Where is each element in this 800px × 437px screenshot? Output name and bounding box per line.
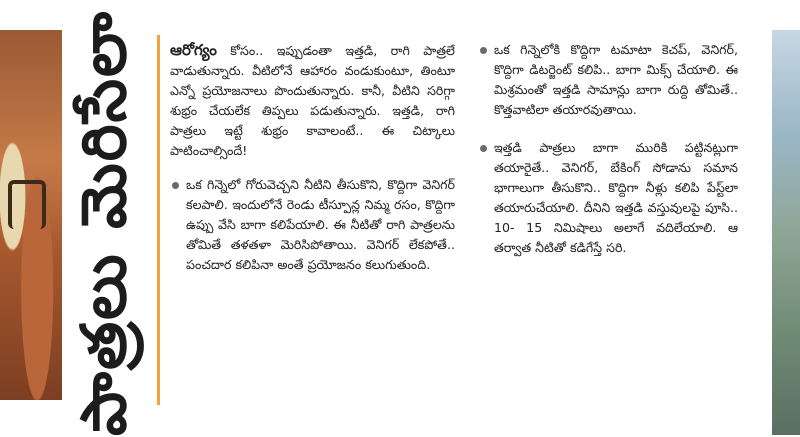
bullet-dot-icon [480,47,487,54]
tip-item [478,40,738,120]
bullet-dot-icon [480,145,487,152]
tip-text: ఒక గిన్నెలోకి కొద్దిగా టమాటా కెచప్, వెనిగర్, కొద్దిగా డిటర్జెంట్ కలిపి.. బాగా మిక్స్ చేయాలి. ఈ మిశ్రమంతో ఇత్తడి సామాన్లు బాగా రుద్ది తోమితే.. కొత్తవాటిలా తయారవుతాయి. [494,42,738,117]
column-left [170,40,455,293]
column-right [478,40,738,276]
intro-paragraph [170,40,455,161]
article-title: పాత్రలు మెరిసేలా [67,9,140,436]
copper-vessel-photo [0,30,62,400]
accent-divider [157,35,160,405]
tip-item [478,138,738,258]
bullet-dot-icon [172,182,179,189]
tip-item [170,175,455,275]
title-block [66,9,156,436]
intro-text: కోసం.. ఇప్పుడంతా ఇత్తడి, రాగి పాత్రలే వాడుతున్నారు. వీటిలోనే ఆహారం వండుకుంటూ, తింటూ ఎన్నో ప్రయోజనాలు పొందుతున్నారు. కానీ, వీటిని సరిగ్గా శుభ్రం చేయలేక తిప్పలు పడుతున్నారు. ఇత్తడి, రాగి పాత్రలు ఇట్టే శుభ్రం కావాలంటే.. ఈ చిట్కాలు పాటించాల్సిందే! [170,43,455,158]
tip-text: ఒక గిన్నెలో గోరువెచ్చని నీటిని తీసుకొని, కొద్దిగా వెనిగర్ కలపాలి. ఇందులోనే రెండు టీస్పూన్ల నిమ్మ రసం, కొద్దిగా ఉప్పు వేసి బాగా కలిపేయాలి. ఈ నీటితో రాగి పాత్రలను తోమితే తళతళా మెరిసిపోతాయి. వెనిగర్ లేకపోతే.. పంచదార కలిపినా అంతే ప్రయోజనం కలుగుతుంది. [186,177,455,272]
side-photo [772,30,800,435]
intro-lead-word: ఆరోగ్యం [170,41,217,59]
tip-text: ఇత్తడి పాత్రలు బాగా మురికి పట్టినట్లుగా తయారైతే.. వెనిగర్, బేకింగ్ సోడాను సమాన భాగాలుగా తీసుకొని.. కొద్దిగా నీళ్లు కలిపి పేస్ట్‌లా తయారుచేయాలి. దీనిని ఇత్తడి వస్తువులపై పూసి.. 10- 15 నిమిషాలు అలాగే వదిలేయాలి. ఆ తర్వాత నీటితో కడిగేస్తే సరి. [494,140,738,255]
vessel-handle [8,180,46,229]
